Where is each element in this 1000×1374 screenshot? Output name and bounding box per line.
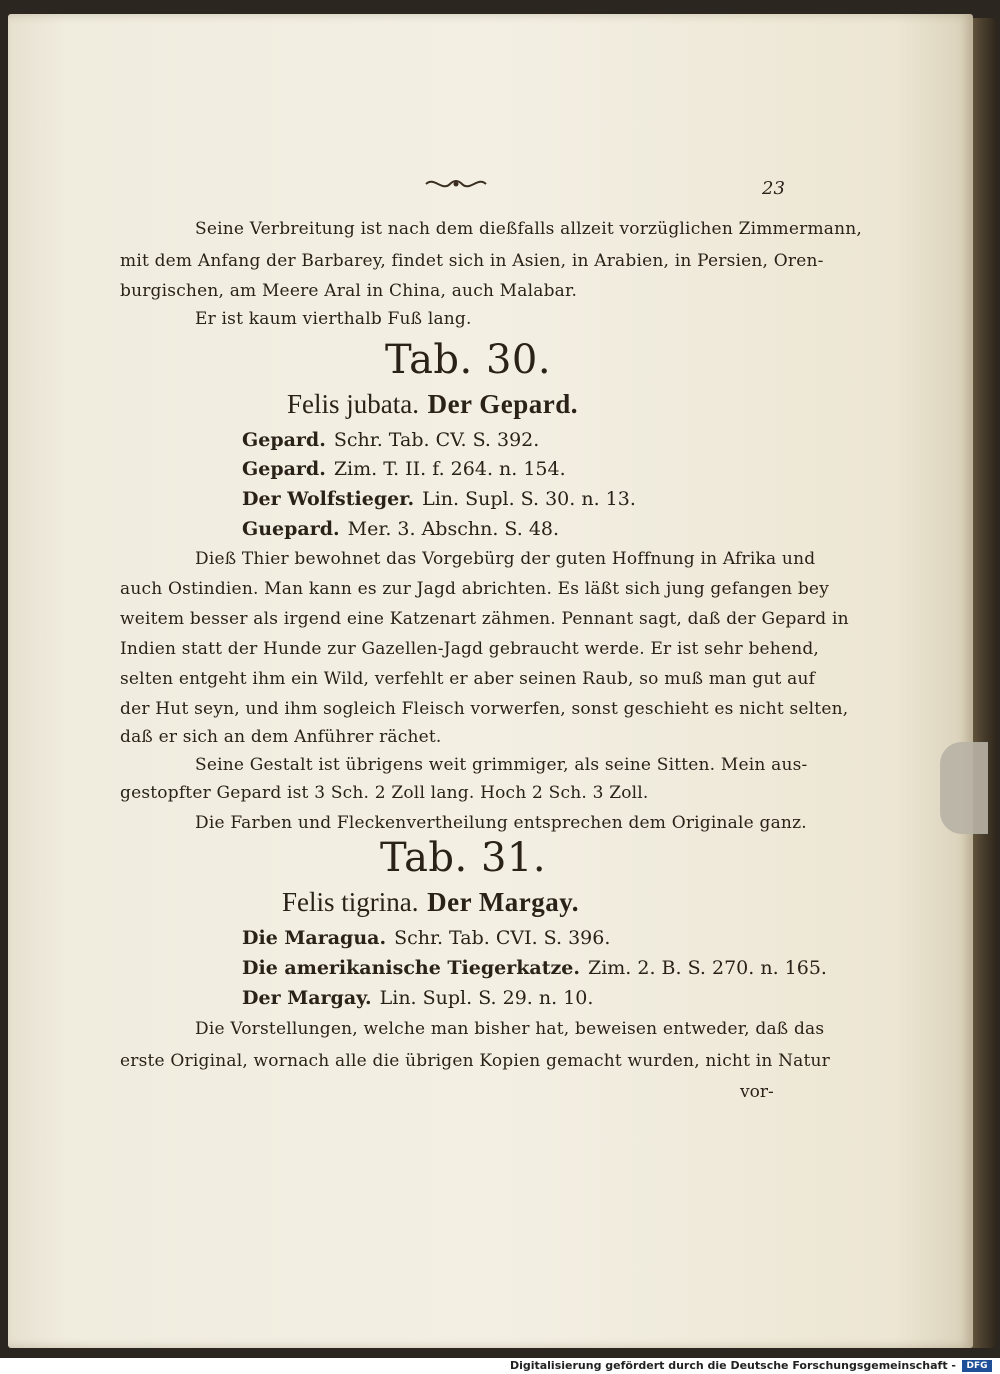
footer-credit: Digitalisierung gefördert durch die Deutsche Forschungsgemeinschaft -: [509, 1359, 956, 1372]
tab30-text-line: weitem besser als irgend eine Katzenart zähmen. Pennant sagt, daß der Gepard in: [120, 609, 849, 629]
page-number: 23: [762, 178, 785, 199]
tab31-species-title: [282, 886, 579, 919]
synonym-name: Die amerikanische Tiegerkatze.: [242, 957, 580, 979]
synonym-name: Der Margay.: [242, 987, 372, 1009]
tab30-text-line: Seine Gestalt ist übrigens weit grimmiger, als seine Sitten. Mein aus-: [195, 755, 808, 775]
synonym-name: Guepard.: [242, 518, 340, 540]
synonym-name: Die Maragua.: [242, 927, 387, 949]
tab30-text-line: der Hut seyn, und ihm sogleich Fleisch vorwerfen, sonst geschieht es nicht selten,: [120, 699, 849, 719]
tab30-text-line: Indien statt der Hunde zur Gazellen-Jagd gebraucht werde. Er ist sehr behend,: [120, 639, 820, 659]
tab31-synonym: [242, 986, 593, 1010]
synonym-reference: Mer. 3. Abschn. S. 48.: [347, 518, 560, 540]
intro-line: mit dem Anfang der Barbarey, findet sich in Asien, in Arabien, in Persien, Oren-: [120, 251, 824, 271]
tab30-synonym: [242, 517, 559, 541]
synonym-reference: Schr. Tab. CV. S. 392.: [333, 429, 540, 451]
tab30-heading: Tab. 30.: [385, 337, 552, 383]
tab30-text-line: Dieß Thier bewohnet das Vorgebürg der guten Hoffnung in Afrika und: [195, 549, 816, 569]
tab30-text-line: Die Farben und Fleckenvertheilung entsprechen dem Originale ganz.: [195, 813, 807, 833]
synonym-reference: Schr. Tab. CVI. S. 396.: [394, 927, 611, 949]
synonym-name: Gepard.: [242, 429, 326, 451]
tab30-text-line: selten entgeht ihm ein Wild, verfehlt er aber seinen Raub, so muß man gut auf: [120, 669, 816, 689]
tab31-german-name: Der Margay.: [427, 887, 580, 917]
tab30-synonym: [242, 457, 566, 481]
intro-line: burgischen, am Meere Aral in China, auch Malabar.: [120, 281, 578, 301]
tab30-text-line: gestopfter Gepard ist 3 Sch. 2 Zoll lang. Hoch 2 Sch. 3 Zoll.: [120, 783, 649, 803]
synonym-name: Der Wolfstieger.: [242, 488, 415, 510]
tab31-latin-name: Felis tigrina.: [282, 887, 419, 917]
intro-line: Seine Verbreitung ist nach dem dießfalls allzeit vorzüglichen Zimmermann,: [195, 219, 863, 239]
tab30-synonym: [242, 428, 539, 452]
tab31-text-line: Die Vorstellungen, welche man bisher hat, beweisen entweder, daß das: [195, 1019, 825, 1039]
synonym-name: Gepard.: [242, 458, 326, 480]
tab30-latin-name: Felis jubata.: [287, 389, 419, 419]
synonym-reference: Zim. 2. B. S. 270. n. 165.: [588, 957, 827, 979]
tab31-text-line: erste Original, wornach alle die übrigen Kopien gemacht wurden, nicht in Natur: [120, 1051, 831, 1071]
tab31-heading: Tab. 31.: [380, 835, 547, 881]
tab30-text-line: auch Ostindien. Man kann es zur Jagd abrichten. Es läßt sich jung gefangen bey: [120, 579, 829, 599]
catchword: vor-: [740, 1082, 774, 1102]
intro-line: Er ist kaum vierthalb Fuß lang.: [195, 309, 472, 329]
tab31-synonym: [242, 926, 610, 950]
synonym-reference: Lin. Supl. S. 29. n. 10.: [379, 987, 594, 1009]
tab30-synonym: [242, 487, 636, 511]
tab30-species-title: [287, 388, 578, 421]
dfg-logo: DFG: [962, 1360, 992, 1372]
ornament-icon: [424, 174, 488, 194]
tab31-synonym: [242, 956, 827, 980]
synonym-reference: Lin. Supl. S. 30. n. 13.: [422, 488, 636, 510]
tab30-text-line: daß er sich an dem Anführer rächet.: [120, 727, 442, 747]
tab30-german-name: Der Gepard.: [427, 389, 579, 419]
synonym-reference: Zim. T. II. f. 264. n. 154.: [333, 458, 566, 480]
